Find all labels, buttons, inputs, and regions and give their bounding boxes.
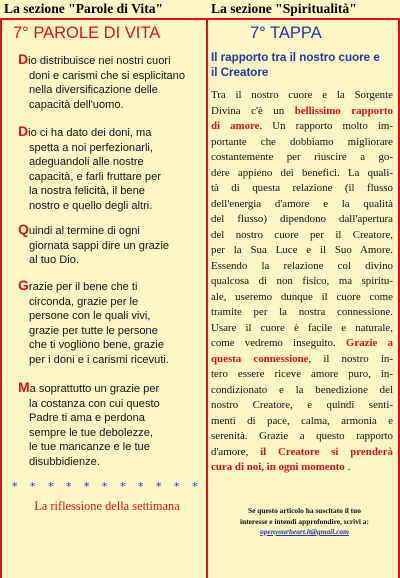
body-line <box>211 135 393 151</box>
body-text: come vedremo inseguito. <box>211 337 346 349</box>
highlighted-phrase: il Creatore si prenderà <box>260 445 393 458</box>
drop-cap: D <box>18 123 29 139</box>
body-line <box>211 321 393 337</box>
line-text: la nostra felicità, il bene <box>29 185 145 198</box>
body-text: del nostro cuore per il Creatore, <box>211 228 393 241</box>
paragraph-line <box>18 455 206 470</box>
body-line <box>211 197 393 213</box>
highlighted-phrase: di amore <box>211 120 260 132</box>
left-border <box>0 18 2 578</box>
line-text: uindi al termine di ogni <box>28 225 140 237</box>
paragraph-line <box>18 397 206 412</box>
body-text: Essendo la relazione col divino <box>211 259 393 272</box>
line-text: io ci ha dato dei doni, ma <box>28 127 152 139</box>
line-text: circonda, grazie per le <box>29 295 139 308</box>
body-line <box>211 429 393 445</box>
line-text: a soprattutto un grazie per <box>29 383 160 395</box>
left-paragraph <box>18 52 206 112</box>
paragraph-line <box>18 239 206 254</box>
line-text: persone con le quali vivi, <box>29 310 151 323</box>
line-text: grazie per tutte le persone <box>29 324 158 337</box>
footer-line: interesse e intendi approfondire, scrivi a: <box>240 516 369 526</box>
body-line <box>211 398 393 414</box>
body-line <box>211 274 393 290</box>
body-text: tramite per la nostra connessione. <box>211 306 393 318</box>
body-line <box>211 150 393 166</box>
body-line <box>211 228 393 244</box>
paragraph-line <box>18 69 206 84</box>
contact-email-link[interactable]: openyourheart.it@gmail.com <box>260 527 349 536</box>
paragraph-line <box>18 199 206 214</box>
column-divider <box>206 18 208 578</box>
right-subtitle <box>211 50 396 80</box>
body-text: qualcosa di non fisico, ma spiritu- <box>211 275 393 287</box>
line-text: la costanza con cui questo <box>29 397 160 410</box>
footer-line: Se questo articolo ha suscitato il tuo <box>248 506 361 515</box>
header-divider <box>0 18 400 20</box>
body-text: dere appieno dei benefici. La quali- <box>211 166 393 179</box>
line-text: sempre le tue debolezze, <box>29 426 153 439</box>
body-line <box>211 336 393 352</box>
paragraph-line <box>18 295 206 310</box>
body-text: Usare il cuore è facile e naturale, <box>211 321 393 334</box>
right-column-body <box>211 88 393 476</box>
body-text: . Un rapporto molto im- <box>259 120 393 132</box>
body-line <box>211 88 393 104</box>
line-text: che ti vogliono bene, grazie <box>29 339 165 352</box>
paragraph-line <box>18 338 206 353</box>
left-paragraph <box>18 380 206 470</box>
line-text: adeguandoli alle nostre <box>29 156 144 169</box>
line-text: capacità, e farli fruttare per <box>29 170 161 183</box>
paragraph-line <box>18 278 206 295</box>
highlighted-phrase: questa connessione <box>211 352 309 365</box>
body-line <box>211 243 393 259</box>
body-text: ale, useremo dunque il cuore come <box>211 290 393 303</box>
right-column-title: 7° TAPPA <box>250 24 322 42</box>
line-text: Padre ti ama e perdona <box>29 412 145 425</box>
line-text: nostro e quello degli altri. <box>29 199 153 212</box>
paragraph-line <box>18 222 206 239</box>
body-line <box>211 290 393 306</box>
line-text: disubbidienze. <box>29 455 100 468</box>
body-line <box>211 119 393 135</box>
paragraph-line <box>18 98 206 113</box>
body-text: , il nostro in- <box>308 352 393 365</box>
body-line <box>211 367 393 383</box>
contact-footer <box>211 506 398 538</box>
body-text: costantemente per riuscire a go- <box>211 151 393 163</box>
body-line <box>211 166 393 182</box>
line-text: per i doni e i carismi ricevuti. <box>29 353 169 366</box>
line-text: capacità dell'uomo. <box>29 98 124 111</box>
body-text: Divina c'è un <box>211 104 295 117</box>
paragraph-line <box>18 52 206 69</box>
left-column-title: 7° PAROLE DI VITA <box>13 24 161 42</box>
paragraph-line <box>18 124 206 141</box>
paragraph-line <box>18 309 206 324</box>
paragraph-line <box>18 353 206 368</box>
star-separator: * * * * * * * * * * * <box>12 480 202 493</box>
body-text: d'amore, <box>211 445 261 458</box>
body-text: condizionato e la benedizione del <box>211 383 393 396</box>
body-text: tero essere riceve amore puro, in- <box>211 368 393 380</box>
body-text: . <box>347 461 351 473</box>
drop-cap: M <box>18 379 30 395</box>
line-text: razie per il bene che ti <box>28 281 138 293</box>
body-text: per la Sua Luce e il Suo Amore. <box>211 244 393 256</box>
body-line <box>211 414 393 430</box>
paragraph-line <box>18 380 206 397</box>
highlighted-phrase: Grazie a <box>345 337 393 349</box>
line-text: al tuo Dio. <box>29 254 79 267</box>
section-header-right: La sezione "Spiritualità" <box>211 1 357 16</box>
body-line <box>211 181 393 197</box>
body-text: Tra il nostro cuore e la Sorgente <box>211 89 393 101</box>
body-text: portante che dobbiamo migliorare <box>211 135 393 148</box>
body-line <box>211 104 393 120</box>
highlighted-phrase: bellissimo rapporto <box>294 104 393 117</box>
left-paragraph <box>18 124 206 214</box>
body-line <box>211 383 393 399</box>
body-text: serenità. Grazie a questo rapporto <box>211 430 393 442</box>
body-line <box>211 445 393 461</box>
paragraph-line <box>18 155 206 170</box>
body-text: tà di questa relazione (il flusso <box>211 182 393 194</box>
body-text: nostro Creatore, e quindi senti- <box>211 399 393 411</box>
paragraph-line <box>18 170 206 185</box>
body-line <box>211 212 393 228</box>
body-line <box>211 352 393 368</box>
highlighted-phrase: cura di noi, in ogni momento <box>211 461 345 473</box>
line-text: spetta a noi perfezionarli, <box>29 141 153 154</box>
line-text: io distribuisce nei nostri cuori <box>28 55 171 67</box>
paragraph-line <box>18 253 206 268</box>
paragraph-line <box>18 184 206 199</box>
paragraph-line <box>18 141 206 156</box>
body-line <box>211 305 393 321</box>
left-paragraph <box>18 278 206 368</box>
body-line <box>211 259 393 275</box>
line-text: doni e carismi che si esplicitano <box>29 69 186 82</box>
paragraph-line <box>18 440 206 455</box>
body-text: dell'energia d'amore e la qualità <box>211 197 393 210</box>
left-paragraph <box>18 222 206 268</box>
paragraph-line <box>18 411 206 426</box>
paragraph-line <box>18 426 206 441</box>
line-text: le tue mancanze e le tue <box>29 441 150 454</box>
subtitle-line: il Creatore <box>211 66 269 80</box>
body-text: menti di pace, calma, armonia e <box>211 414 393 427</box>
section-header-left: La sezione "Parole di Vita" <box>4 1 164 16</box>
body-text: del flusso) dipendono dall'apertura <box>211 213 393 225</box>
drop-cap: D <box>18 51 29 67</box>
subtitle-line: Il rapporto tra il nostro cuore e <box>211 51 380 64</box>
drop-cap: G <box>18 277 29 293</box>
paragraph-line <box>18 83 206 98</box>
weekly-reflection-caption: La riflessione della settimana <box>34 499 180 513</box>
body-line <box>211 460 393 476</box>
line-text: nella diversificazione delle <box>29 84 158 97</box>
drop-cap: Q <box>18 221 29 237</box>
paragraph-line <box>18 324 206 339</box>
line-text: giornata sappi dire un grazie <box>29 239 169 252</box>
